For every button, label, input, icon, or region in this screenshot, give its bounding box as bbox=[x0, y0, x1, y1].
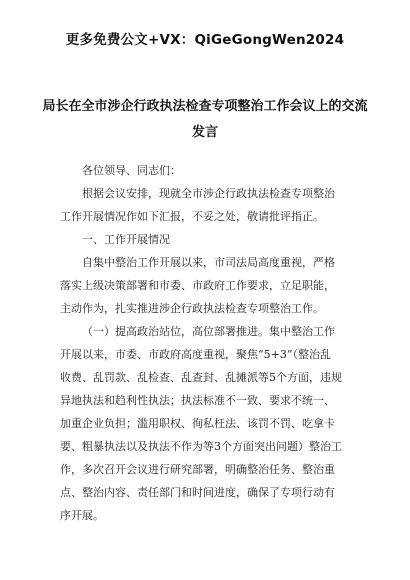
body-line: 序开展。 bbox=[60, 509, 104, 522]
body-line: 异地执法和趋利性执法；执法标准不一致、要求不统一、 bbox=[60, 394, 335, 407]
body-line: 各位领导、同志们： bbox=[82, 164, 181, 177]
body-line: 要、粗暴执法以及执法不作为等3个方面突出问题）整治工 bbox=[60, 440, 342, 453]
document-title-line-2: 发言 bbox=[191, 125, 218, 140]
subsection-heading-line: （一）提高政治站位，高位部署推进。集中整治工作 bbox=[82, 325, 335, 338]
body-line: 开展以来，市委、市政府高度重视，聚焦“5+3”（整治乱 bbox=[60, 348, 331, 361]
body-line: 根据会议安排，现就全市涉企行政执法检查专项整治 bbox=[82, 187, 335, 200]
body-line: 收费、乱罚款、乱检查、乱查封、乱摊派等5个方面，违规 bbox=[60, 371, 342, 384]
document-title-line-1: 局长在全市涉企行政执法检查专项整治工作会议上的交流 bbox=[42, 99, 368, 114]
body-line: 加重企业负担；滥用职权、徇私枉法、该罚不罚、吃拿卡 bbox=[60, 417, 335, 430]
body-line: 点、整治内容、责任部门和时间进度，确保了专项行动有 bbox=[60, 486, 335, 499]
body-line: 工作开展情况作如下汇报，不妥之处，敬请批评指正。 bbox=[60, 210, 324, 223]
body-line: 作，多次召开会议进行研究部署，明确整治任务、整治重 bbox=[60, 463, 335, 476]
document-body bbox=[60, 159, 356, 527]
section-heading: 一、工作开展情况 bbox=[82, 233, 170, 246]
body-line: 落实上级决策部署和市委、市政府工作要求，立足职能， bbox=[60, 279, 335, 292]
promo-header: 更多免费公文+VX：QiGeGongWen2024 bbox=[65, 32, 345, 48]
body-line: 主动作为，扎实推进涉企行政执法检查专项整治工作。 bbox=[60, 302, 324, 315]
body-line: 自集中整治工作开展以来，市司法局高度重视，严格 bbox=[82, 256, 335, 269]
